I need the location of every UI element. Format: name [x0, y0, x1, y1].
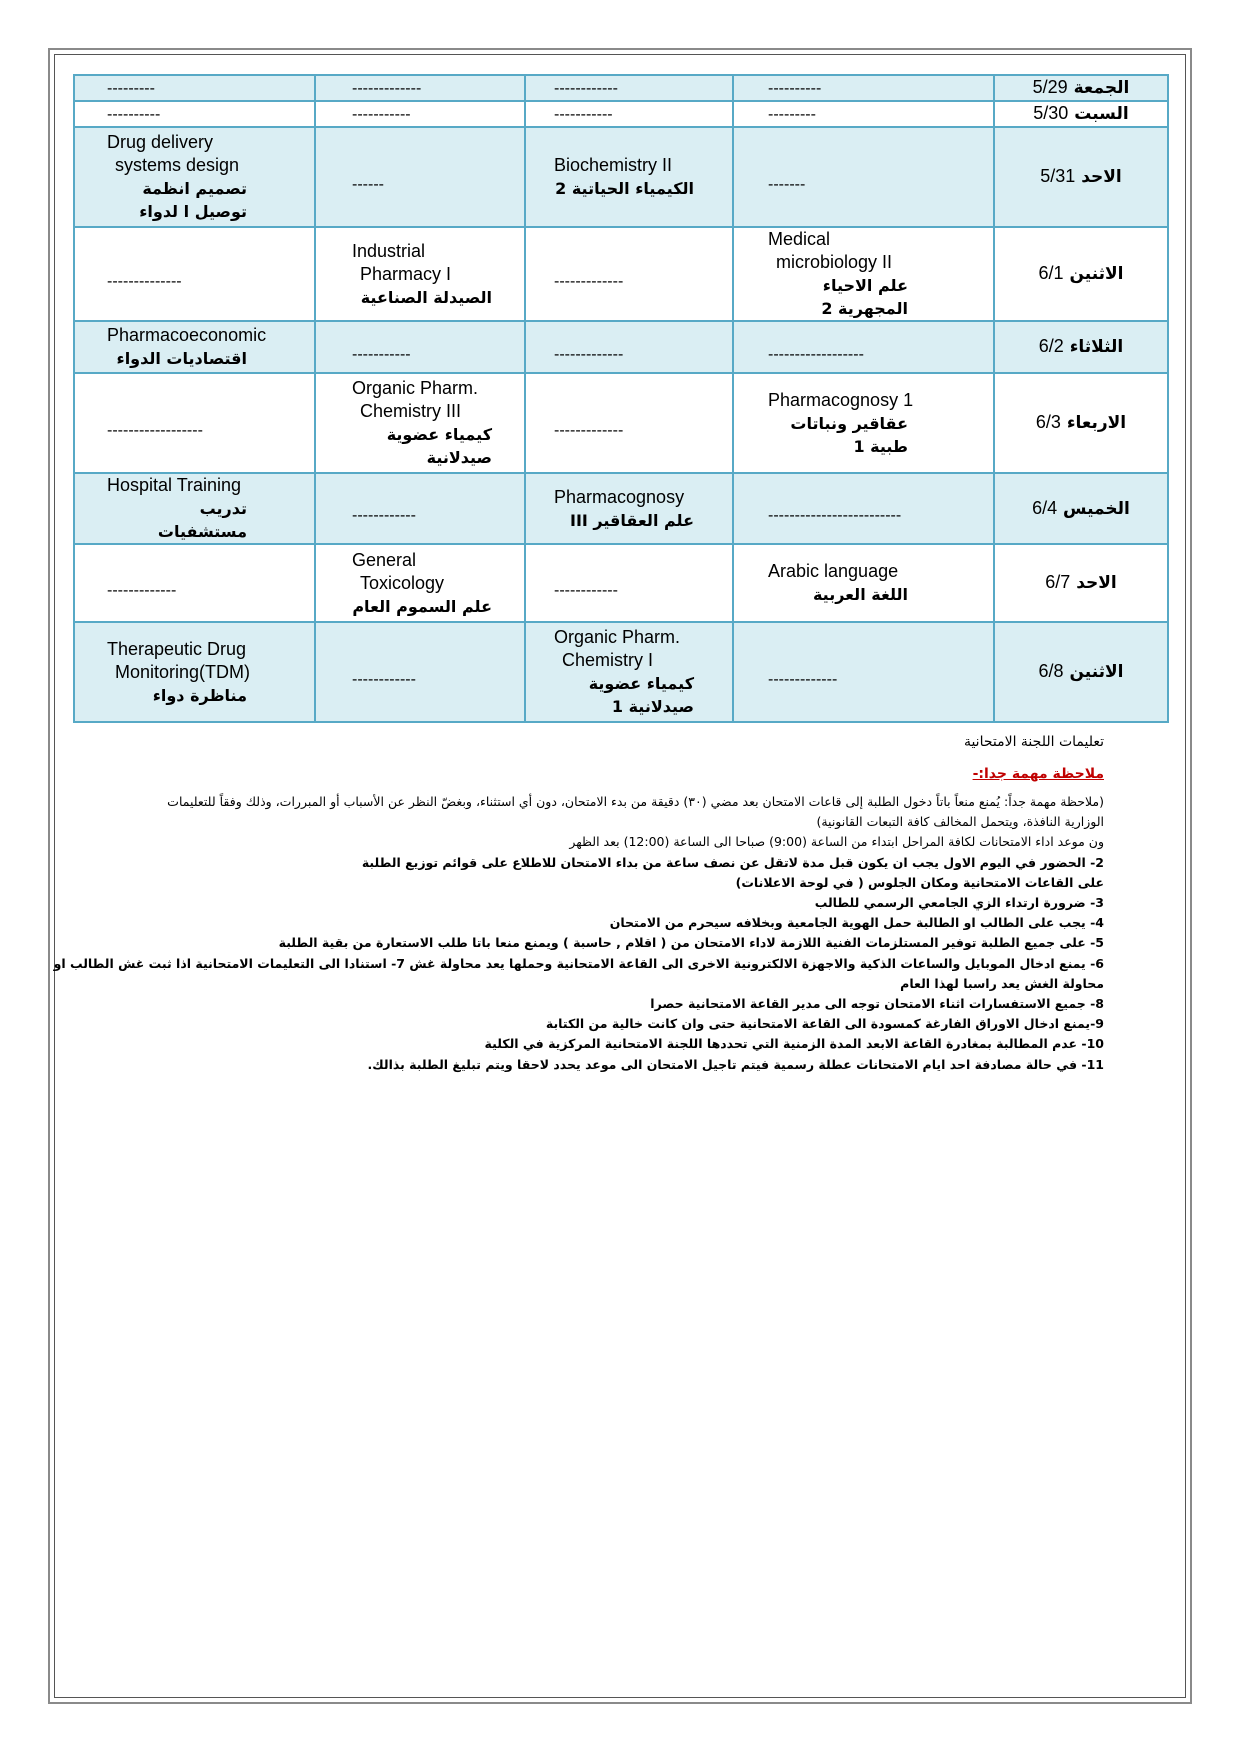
course-name-ar: تدريب مستشفيات — [157, 499, 247, 541]
day-date-cell — [994, 227, 1168, 321]
no-exam-dashes: ------------ — [554, 581, 618, 599]
no-exam-dashes: ------------ — [352, 507, 416, 524]
instruction-line: 3- ضرورة ارتداء الزي الجامعي الرسمي للطالب — [814, 895, 1104, 911]
no-exam-dashes: ------------- — [554, 421, 624, 439]
exam-cell — [525, 321, 733, 373]
schedule-row — [74, 127, 1168, 227]
exam-cell — [525, 101, 733, 127]
exam-cell — [74, 101, 315, 127]
instruction-line: 10- عدم المطالبة بمغادرة القاعة الابعد المدة الزمنية التي تحددها اللجنة الامتحانية المركزية في الكلية — [484, 1036, 1104, 1052]
exam-cell — [315, 101, 525, 127]
instruction-line: 9-يمنع ادخال الاوراق الفارغة كمسودة الى القاعة الامتحانية حتى وان كانت خالية من الكتابة — [545, 1016, 1104, 1032]
exam-cell — [315, 75, 525, 101]
course-name-en: Therapeutic Drug — [107, 638, 247, 659]
important-note-heading: ملاحظة مهمة جدا:- — [972, 766, 1104, 782]
exam-cell — [733, 127, 994, 227]
course-name-ar: الصيدلة الصناعية — [360, 287, 492, 307]
exam-committee-instructions-title: تعليمات اللجنة الامتحانية — [963, 734, 1104, 750]
day-name: الاربعاء — [1066, 413, 1127, 433]
course-name-en: Chemistry III — [360, 401, 462, 421]
course-name-ar: اللغة العربية — [812, 585, 908, 604]
instruction-line: 4- يجب على الطالب او الطالبة حمل الهوية الجامعية وبخلافه سيحرم من الامتحان — [609, 915, 1104, 931]
instruction-line: محاولة الغش يعد راسبا لهذا العام — [900, 975, 1104, 991]
exam-cell — [315, 321, 525, 373]
no-exam-dashes: ----------- — [352, 345, 411, 363]
course-name-en: Drug delivery — [107, 132, 214, 152]
no-exam-dashes: ------------- — [554, 272, 624, 290]
no-exam-dashes: ---------- — [107, 105, 161, 123]
no-exam-dashes: ------------------------- — [768, 507, 902, 524]
exam-date: 6/2 — [1038, 336, 1064, 356]
day-name: الاحد — [1081, 167, 1122, 187]
course-name-en: Monitoring(TDM) — [115, 661, 251, 682]
exam-cell — [525, 622, 733, 722]
course-name-ar: علم السموم العام — [352, 596, 492, 616]
exam-schedule-table — [73, 74, 1169, 723]
exam-cell — [315, 622, 525, 722]
exam-cell — [315, 473, 525, 544]
instruction-line: 2- الحضور في اليوم الاول يجب ان يكون قبل مدة لاتقل عن نصف ساعة من بداء الامتحان للاطلاع على قوائم توزيع الطلبة — [361, 854, 1104, 870]
exam-cell — [525, 373, 733, 473]
exam-cell — [74, 622, 315, 722]
no-exam-dashes: ------------- — [107, 581, 177, 599]
schedule-row — [74, 622, 1168, 722]
course-name-ar: تصميم انظمة — [142, 179, 247, 198]
exam-cell — [315, 373, 525, 473]
instruction-line: (ملاحظة مهمة جداً: يُمنع منعاً باتاً دخول الطلبة إلى قاعات الامتحان بعد مضي (٣٠) دقيقة من بدء الامتحان، دون أي استثناء، وبغضّ النظر عن الأسباب أو المبررات، وذلك وفقاً للتعليمات — [167, 794, 1104, 809]
course-name-en: Pharmacognosy — [554, 486, 685, 507]
exam-cell — [315, 544, 525, 622]
course-name-en: Arabic language — [768, 561, 899, 581]
course-name-ar: كيمياء عضوية — [386, 425, 492, 444]
day-name: الثلاثاء — [1069, 337, 1124, 357]
day-name: الاثنين — [1069, 264, 1124, 284]
instruction-line: 6- يمنع ادخال الموبايل والساعات الذكية والاجهزة الالكترونية الاخرى الى القاعة الامتحانية وحملها يعد محاولة غش 7- استنادا الى التعليمات الامتحانية اذا ثبت غش الطالب او — [53, 955, 1104, 971]
no-exam-dashes: ---------- — [768, 79, 822, 97]
day-date-cell — [994, 544, 1168, 622]
no-exam-dashes: ------------- — [352, 79, 422, 97]
exam-cell — [525, 227, 733, 321]
no-exam-dashes: ------------------ — [107, 421, 203, 439]
exam-cell — [733, 75, 994, 101]
course-name-en: Toxicology — [360, 572, 445, 593]
day-date-cell — [994, 127, 1168, 227]
no-exam-dashes: -------------- — [107, 272, 182, 290]
schedule-row — [74, 75, 1168, 101]
instructions-list — [53, 792, 1104, 1075]
day-date-cell — [994, 622, 1168, 722]
exam-date: 6/4 — [1032, 497, 1058, 518]
course-name-en: Biochemistry II — [554, 155, 673, 175]
day-name: السبت — [1074, 104, 1129, 124]
day-name: الاثنين — [1069, 662, 1124, 682]
course-name-en: Pharmacoeconomic — [107, 325, 267, 345]
day-date-cell — [994, 473, 1168, 544]
schedule-row — [74, 321, 1168, 373]
exam-date: 5/30 — [1033, 103, 1069, 123]
course-name-en: Pharmacognosy 1 — [768, 389, 914, 410]
exam-cell — [525, 473, 733, 544]
instruction-line: 5- على جميع الطلبة توفير المستلزمات الفنية اللازمة لاداء الامتحان من ( اقلام , حاسبة ) ويمنع منعا باتا طلب الاستعارة من بقية الطلبة — [278, 935, 1104, 951]
course-name-ar: علم الاحياء المجهرية 2 — [821, 276, 908, 318]
no-exam-dashes: ------------- — [554, 345, 624, 363]
course-name-en: Medical — [768, 229, 831, 249]
course-name-ar: عقاقير ونباتات طبية 1 — [790, 413, 908, 456]
course-name-ar: اقتصاديات الدواء — [116, 349, 247, 368]
schedule-row — [74, 227, 1168, 321]
exam-date: 6/7 — [1045, 572, 1071, 592]
no-exam-dashes: ------------ — [352, 670, 416, 688]
course-name-en: Pharmacy I — [360, 263, 452, 284]
no-exam-dashes: ------------- — [768, 670, 838, 688]
no-exam-dashes: ------- — [768, 175, 806, 193]
course-name-en: Organic Pharm. — [554, 627, 681, 647]
course-name-en: systems design — [115, 155, 240, 175]
exam-cell — [525, 544, 733, 622]
no-exam-dashes: ----------- — [554, 105, 613, 123]
exam-date: 6/8 — [1038, 661, 1064, 681]
exam-date: 6/1 — [1038, 263, 1064, 283]
day-date-cell — [994, 321, 1168, 373]
schedule-row — [74, 544, 1168, 622]
exam-cell — [74, 321, 315, 373]
exam-cell — [525, 127, 733, 227]
course-name-ar: مناظرة دواء — [152, 685, 247, 705]
course-name-ar: علم العقاقير III — [569, 510, 694, 530]
day-date-cell — [994, 75, 1168, 101]
exam-cell — [74, 373, 315, 473]
exam-cell — [315, 127, 525, 227]
course-name-en: General — [352, 549, 417, 570]
no-exam-dashes: ------------ — [554, 79, 618, 97]
exam-cell — [733, 544, 994, 622]
course-name-en: Industrial — [352, 240, 426, 261]
day-date-cell — [994, 373, 1168, 473]
exam-cell — [315, 227, 525, 321]
day-name: الاحد — [1076, 573, 1117, 593]
no-exam-dashes: ------ — [352, 175, 384, 193]
course-name-ar: صيدلانية 1 — [611, 697, 694, 716]
course-name-en: microbiology II — [776, 252, 893, 272]
day-name: الجمعة — [1073, 78, 1130, 98]
course-name-en: Organic Pharm. — [352, 378, 479, 398]
schedule-row — [74, 101, 1168, 127]
instruction-line: الوزارية النافذة، ويتحمل المخالف كافة التبعات القانونية) — [816, 814, 1104, 830]
day-name: الخميس — [1063, 498, 1130, 519]
exam-cell — [733, 622, 994, 722]
exam-date: 5/31 — [1040, 166, 1076, 186]
exam-cell — [733, 101, 994, 127]
instruction-line: 11- في حالة مصادفة احد ايام الامتحانات عطلة رسمية فيتم تاجيل الامتحان الى موعد يحدد لاحقا ويتم تبليغ الطلبة بذالك. — [367, 1056, 1104, 1072]
instruction-line: 8- جميع الاستفسارات اثناء الامتحان توجه الى مدير القاعة الامتحانية حصرا — [650, 996, 1104, 1012]
no-exam-dashes: --------- — [768, 105, 816, 123]
exam-cell — [525, 75, 733, 101]
no-exam-dashes: ----------- — [352, 105, 411, 123]
exam-cell — [74, 127, 315, 227]
exam-cell — [733, 373, 994, 473]
no-exam-dashes: ------------------ — [768, 345, 864, 363]
schedule-row — [74, 473, 1168, 544]
exam-cell — [733, 227, 994, 321]
exam-cell — [74, 227, 315, 321]
schedule-row — [74, 373, 1168, 473]
exam-cell — [733, 321, 994, 373]
exam-date: 5/29 — [1032, 77, 1068, 97]
course-name-ar: الكيمياء الحياتية 2 — [555, 179, 694, 198]
exam-cell — [74, 473, 315, 544]
exam-cell — [74, 75, 315, 101]
exam-date: 6/3 — [1035, 412, 1061, 432]
no-exam-dashes: --------- — [107, 79, 155, 97]
course-name-ar: صيدلانية — [426, 448, 492, 467]
course-name-en: Chemistry I — [562, 650, 654, 670]
course-name-ar: توصيل ا لدواء — [139, 202, 247, 221]
course-name-ar: كيمياء عضوية — [588, 674, 694, 693]
exam-cell — [74, 544, 315, 622]
instruction-line: على القاعات الامتحانية ومكان الجلوس ( في لوحة الاعلانات) — [735, 874, 1104, 890]
exam-cell — [733, 473, 994, 544]
instruction-line: ون موعد اداء الامتحانات لكافة المراحل ابتداء من الساعة (9:00) صباحا الى الساعة (12:00) بعد الظهر — [569, 834, 1104, 850]
course-name-en: Hospital Training — [107, 475, 242, 495]
day-date-cell — [994, 101, 1168, 127]
